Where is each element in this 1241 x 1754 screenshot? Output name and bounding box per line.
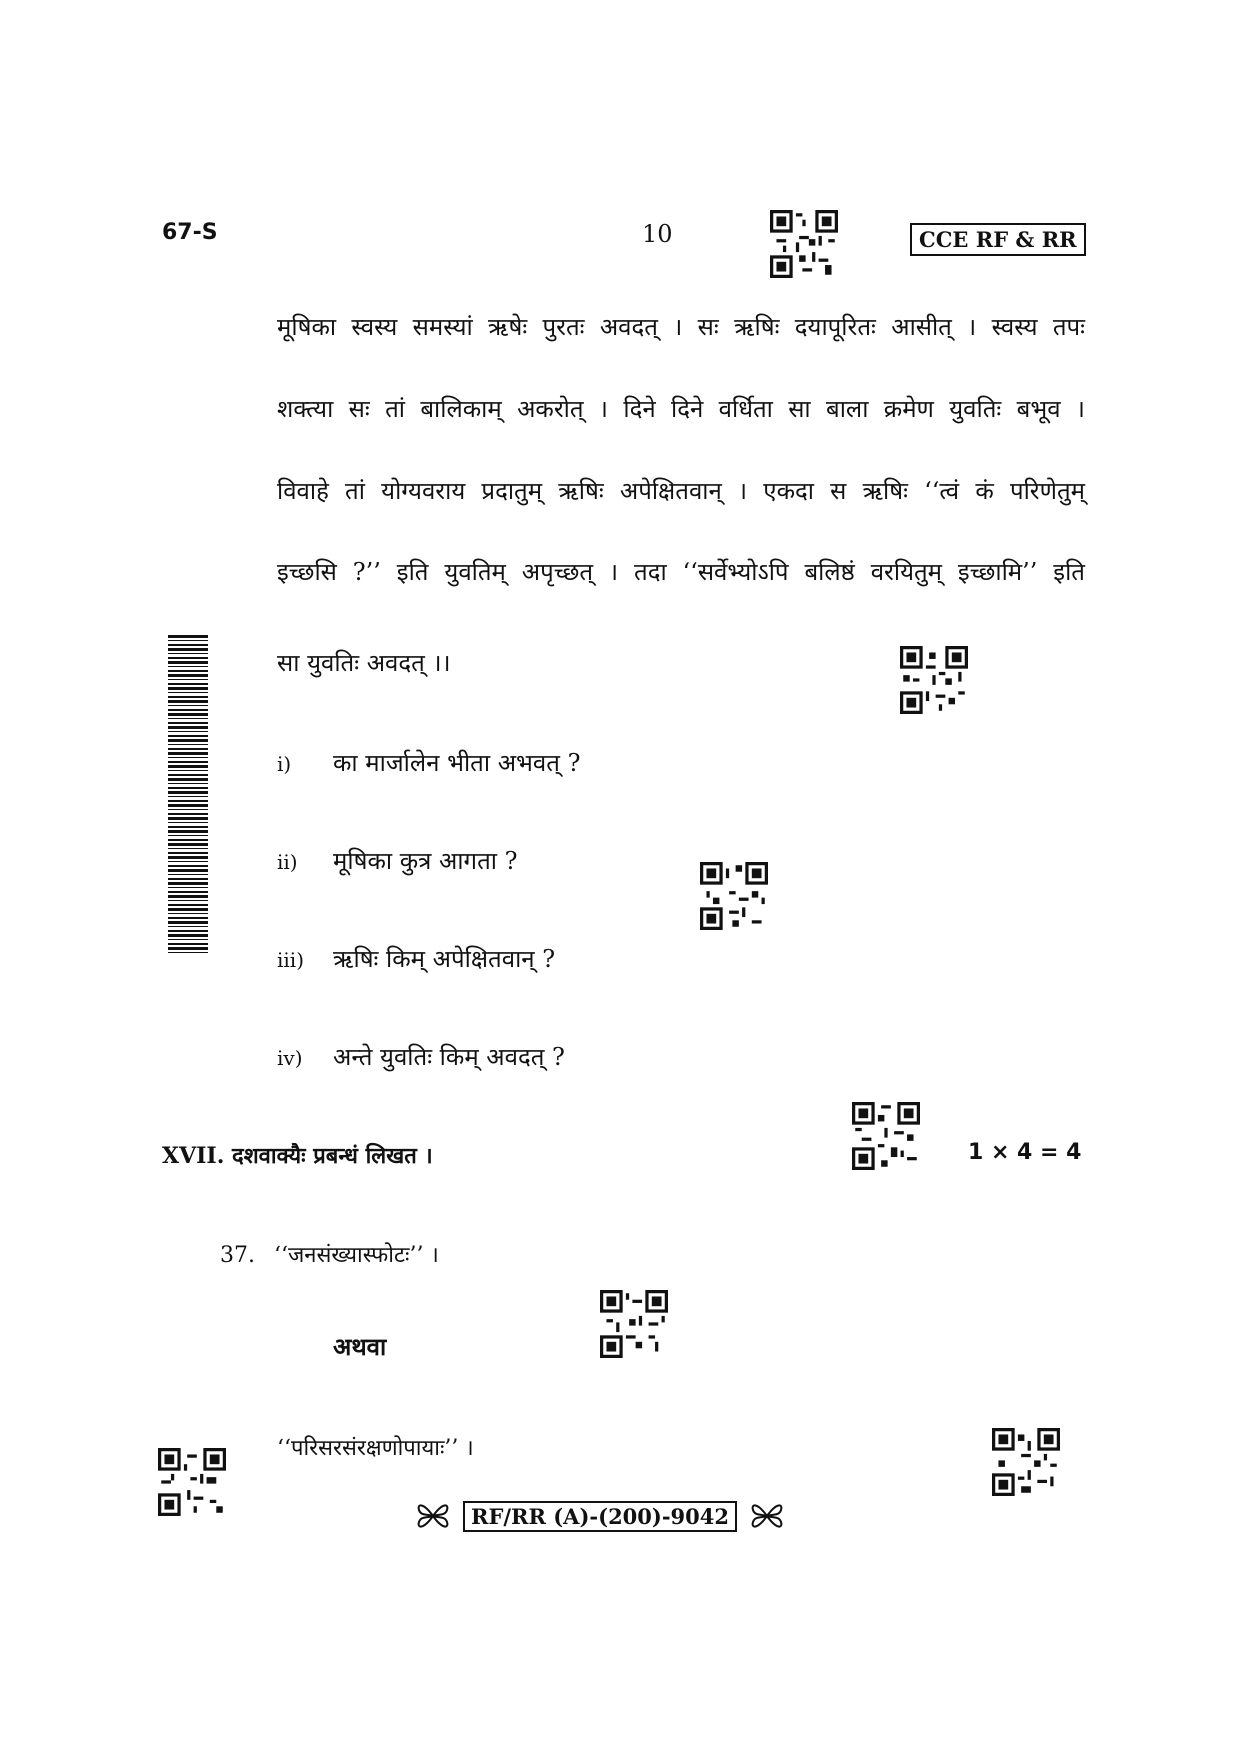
passage-line: सा युवतिः अवदत् ।। [277,649,451,677]
question-number: ii) [277,850,298,874]
qr-code-icon [770,210,838,278]
ornament-icon [747,1496,787,1536]
question-text: मूषिका कुत्र आगता ? [333,847,518,875]
section-heading: XVII. दशवाक्यैः प्रबन्धं लिखत । [162,1143,433,1169]
page-number: 10 [642,220,673,248]
question-text: ऋषिः किम् अपेक्षितवान् ? [333,945,556,973]
section-marks: 1 × 4 = 4 [968,1140,1082,1165]
passage-line: इच्छसि ?’’ इति युवतिम् अपृच्छत् । तदा ‘‘सर्वेभ्योऽपि बलिष्ठं वरयितुम् इच्छामि’’ इति [277,558,1085,586]
passage-line: विवाहे तां योग्यवराय प्रदातुम् ऋषिः अपेक्षितवान् । एकदा स ऋषिः ‘‘त्वं कं परिणेतुम् [277,477,1085,505]
or-label: अथवा [333,1332,387,1361]
passage-line: शक्त्या सः तां बालिकाम् अकरोत् । दिने दिने वर्धिता सा बाला क्रमेण युवतिः बभूव । [277,395,1085,423]
footer [413,1496,787,1536]
barcode-image [168,635,208,955]
question-number: iii) [277,948,304,972]
ornament-icon [413,1496,453,1536]
question-number: 37. [220,1243,255,1268]
qr-code-icon [700,862,768,930]
qr-code-icon [158,1448,226,1516]
essay-topic: ‘‘जनसंख्यास्फोटः’’ । [274,1243,439,1268]
exam-code-box: CCE RF & RR [910,223,1086,256]
passage-line: मूषिका स्वस्य समस्यां ऋषेः पुरतः अवदत् । सः ऋषिः दयापूरितः आसीत् । स्वस्य तपः [277,313,1085,341]
question-text: अन्ते युवतिः किम् अवदत् ? [333,1043,565,1071]
question-number: i) [277,752,292,776]
qr-code-icon [852,1102,920,1170]
question-number: iv) [277,1046,303,1070]
footer-code-box: RF/RR (A)-(200)-9042 [463,1501,737,1532]
qr-code-icon [600,1290,668,1358]
question-text: का मार्जालेन भीता अभवत् ? [333,749,581,777]
page-code: 67-S [162,220,218,245]
essay-alt-topic: ‘‘परिसरसंरक्षणोपायाः’’ । [277,1436,474,1461]
essay-question [220,1239,439,1269]
qr-code-icon [992,1428,1060,1496]
